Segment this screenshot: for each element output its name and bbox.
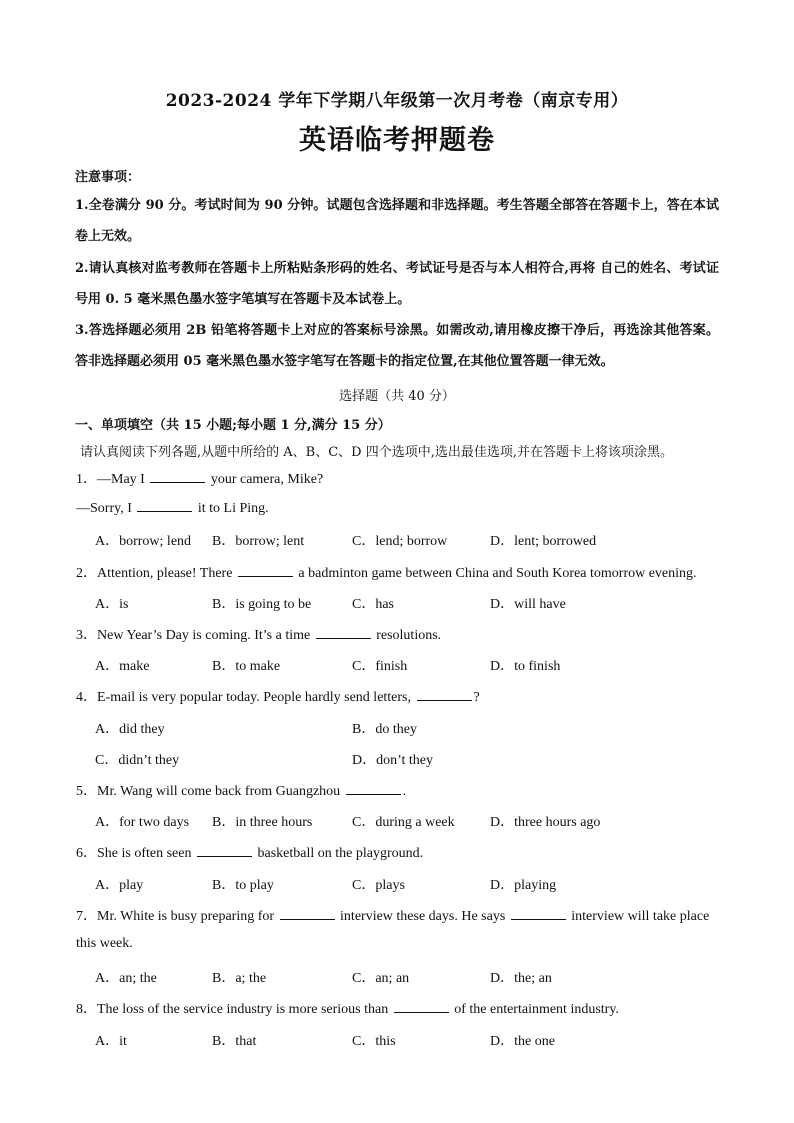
q6-option-d: D．playing <box>490 878 557 893</box>
exam-subtitle: 英语临考押题卷 <box>299 125 495 156</box>
answer-blank <box>280 907 335 920</box>
q2-option-b: B．is going to be <box>212 597 312 612</box>
q5-option-d: D．three hours ago <box>490 815 601 830</box>
question-5 <box>76 780 406 800</box>
q3-option-b: B．to make <box>212 659 281 674</box>
answer-blank <box>417 688 472 701</box>
question-text: interview these days. He says <box>340 909 506 924</box>
question-text: ? <box>473 690 480 705</box>
q1-option-b: B．borrow; lent <box>212 534 305 549</box>
question-text: 2．Attention, please! There <box>76 566 233 581</box>
q1-option-c: C．lend; borrow <box>352 534 448 549</box>
question-text: 1．—May I <box>76 472 145 487</box>
answer-blank <box>137 499 192 512</box>
question-text: your camera, Mike? <box>210 472 324 487</box>
q2-option-c: C．has <box>352 597 394 612</box>
question-7-line-2: this week. <box>76 936 133 951</box>
question-1-line-2 <box>76 499 269 517</box>
q3-option-c: C．finish <box>352 659 408 674</box>
part-instruction: 请认真阅读下列各题,从题中所给的 A、B、C、D 四个选项中,选出最佳选项,并在答题卡上将该项涂黑。 <box>80 445 673 460</box>
question-3 <box>76 624 441 644</box>
q5-option-a: A．for two days <box>95 815 190 830</box>
q3-option-d: D．to finish <box>490 659 561 674</box>
question-text: 7．Mr. White is busy preparing for <box>76 909 275 924</box>
notice-item-3: 3.答选择题必须用 2B 铅笔将答题卡上对应的答案标号涂黑。如需改动,请用橡皮擦干净后，再选涂其他答案。答非选择题必须用 05 毫米黑色墨水签字笔写在答题卡的指定位置,在其他位置答题一律无效。 <box>75 323 719 369</box>
question-text: 3．New Year’s Day is coming. It’s a time <box>76 628 311 643</box>
answer-blank <box>394 1000 449 1013</box>
q7-option-c: C．an; an <box>352 971 410 986</box>
question-8 <box>76 998 619 1018</box>
q2-option-d: D．will have <box>490 597 566 612</box>
question-text: interview will take place <box>571 909 710 924</box>
question-2 <box>76 562 697 582</box>
q3-option-a: A．make <box>95 659 150 674</box>
notice-item-1: 1.全卷满分 90 分。考试时间为 90 分钟。试题包含选择题和非选择题。考生答题全部答在答题卡上，答在本试卷上无效。 <box>75 198 719 244</box>
q8-option-c: C．this <box>352 1034 396 1049</box>
answer-blank <box>511 907 566 920</box>
q6-option-c: C．plays <box>352 878 405 893</box>
question-4 <box>76 686 480 706</box>
question-text: it to Li Ping. <box>197 501 269 516</box>
question-text: a badminton game between China and South Korea tomorrow evening. <box>298 566 697 581</box>
q8-option-b: B．that <box>212 1034 257 1049</box>
question-text: 8．The loss of the service industry is more serious than <box>76 1002 389 1017</box>
q4-option-d: D．don’t they <box>352 753 434 768</box>
q4-option-b: B．do they <box>352 722 417 737</box>
q5-option-b: B．in three hours <box>212 815 313 830</box>
question-1-line-1 <box>76 468 323 488</box>
question-6 <box>76 842 423 862</box>
question-text: 6．She is often seen <box>76 846 192 861</box>
q8-option-d: D．the one <box>490 1034 555 1049</box>
q7-option-a: A．an; the <box>95 971 157 986</box>
q7-option-d: D．the; an <box>490 971 552 986</box>
q2-option-a: A．is <box>95 597 129 612</box>
q7-option-b: B．a; the <box>212 971 267 986</box>
question-text: —Sorry, I <box>76 501 132 516</box>
section-title: 选择题（共 40 分） <box>339 389 455 404</box>
q8-option-a: A．it <box>95 1034 127 1049</box>
question-text: basketball on the playground. <box>257 846 424 861</box>
question-text: 5．Mr. Wang will come back from Guangzhou <box>76 784 341 799</box>
q6-option-a: A．play <box>95 878 144 893</box>
notice-heading: 注意事项： <box>75 170 141 185</box>
answer-blank <box>238 564 293 577</box>
q6-option-b: B．to play <box>212 878 274 893</box>
question-text: of the entertainment industry. <box>454 1002 619 1017</box>
q4-option-c: C．didn’t they <box>95 753 180 768</box>
q1-option-a: A．borrow; lend <box>95 534 192 549</box>
question-text: 4．E-mail is very popular today. People hardly send letters, <box>76 690 412 705</box>
q1-option-d: D．lent; borrowed <box>490 534 597 549</box>
part-title: 一、单项填空（共 15 小题;每小题 1 分,满分 15 分） <box>75 418 391 433</box>
answer-blank <box>316 626 371 639</box>
answer-blank <box>197 844 252 857</box>
question-text: . <box>402 784 407 799</box>
q5-option-c: C．during a week <box>352 815 455 830</box>
notice-item-2: 2.请认真核对监考教师在答题卡上所粘贴条形码的姓名、考试证号是否与本人相符合,再将 自己的姓名、考试证号用 0. 5 毫米黑色墨水签字笔填写在答题卡及本试卷上。 <box>75 261 719 307</box>
answer-blank <box>150 470 205 483</box>
question-text: resolutions. <box>376 628 442 643</box>
q4-option-a: A．did they <box>95 722 165 737</box>
question-7-line-1 <box>76 905 709 925</box>
answer-blank <box>346 782 401 795</box>
exam-title: 2023-2024 学年下学期八年级第一次月考卷（南京专用） <box>165 91 629 111</box>
